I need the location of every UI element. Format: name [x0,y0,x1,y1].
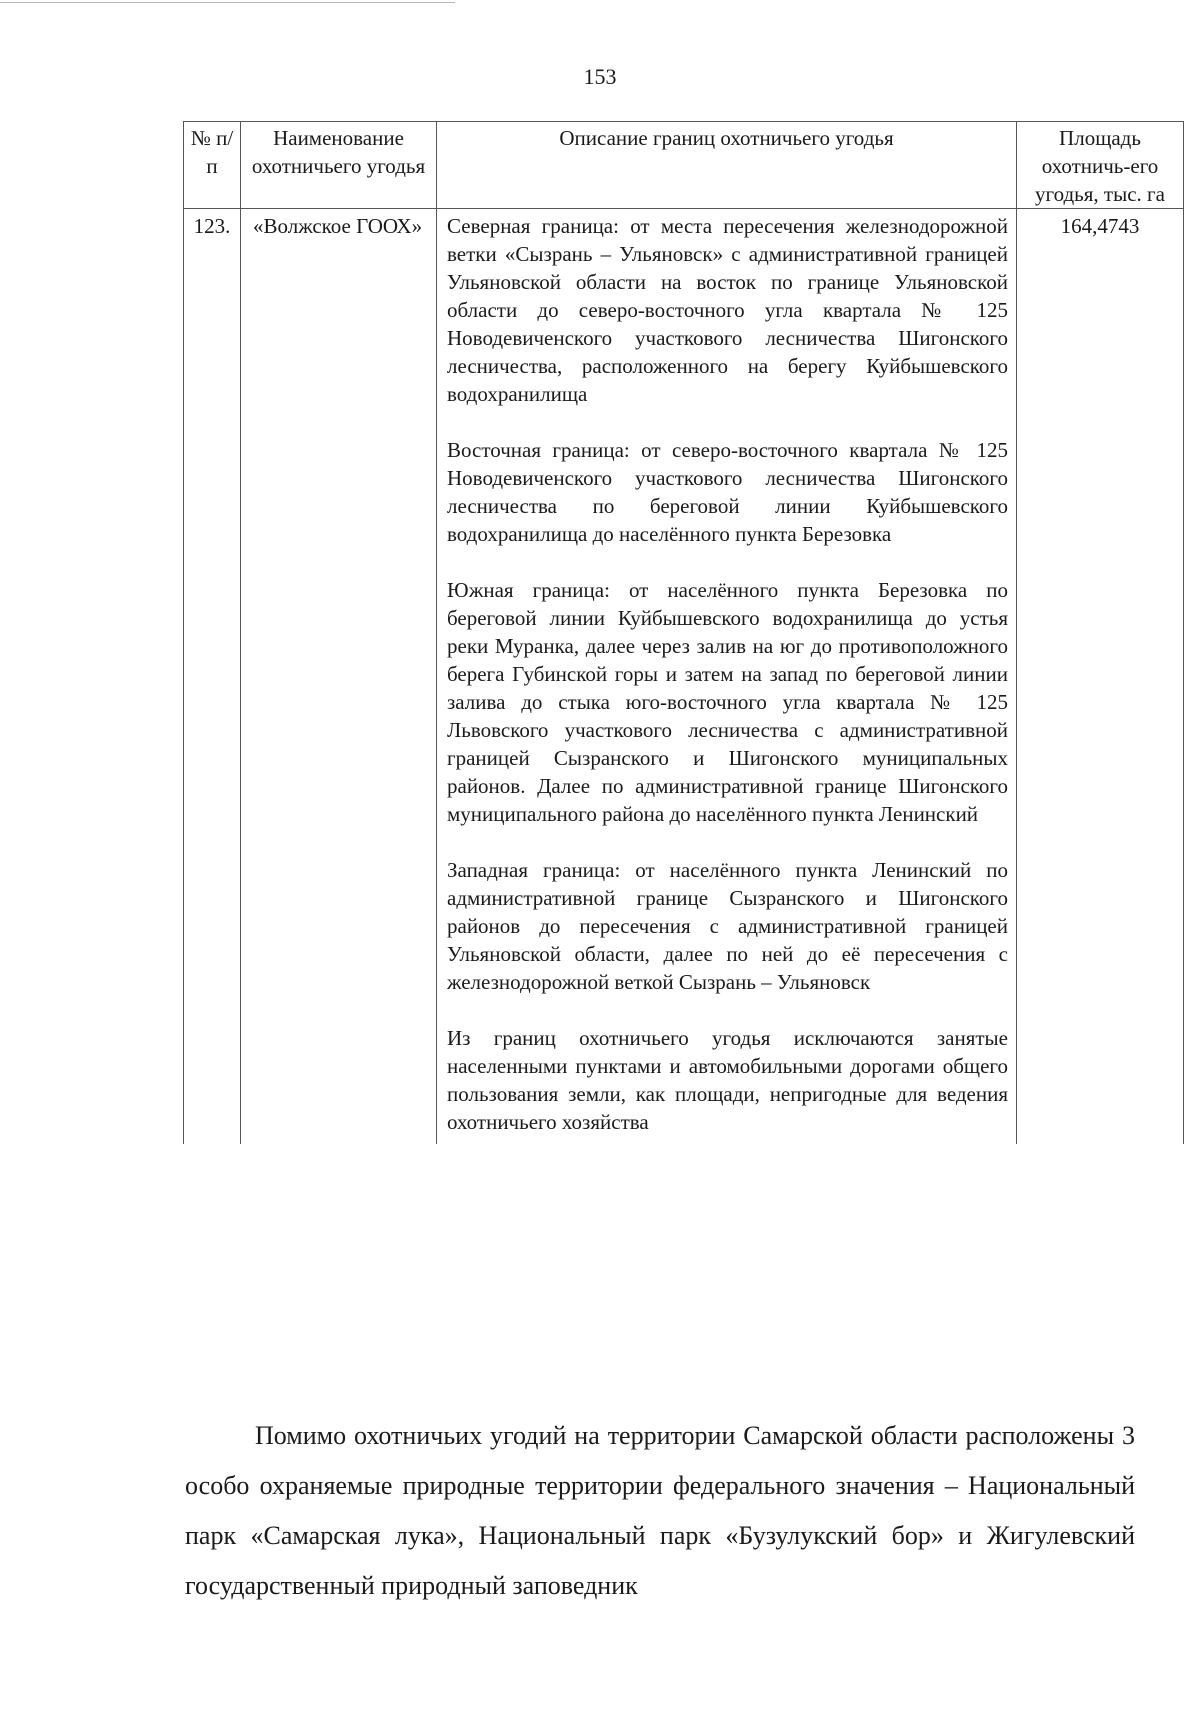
south-boundary: Южная граница: от населённого пункта Березовка по береговой линии Куйбышевского водохранилища до устья реки Муранка, далее через залив на юг до противоположного берега Губинской горы и затем на запад по береговой линии залива до стыка юго-восточного угла квартала № 125 Львовского участкового лесничества с административной границей Сызранского и Шигонского муниципальных районов. Далее по административной границе Шигонского муниципального района до населённого пункта Ленинский [447,578,1008,826]
row-name: «Волжское ГООХ» [241,209,437,1145]
east-boundary: Восточная граница: от северо-восточного квартала № 125 Новодевиченского участкового лесничества Шигонского лесничества по береговой линии Куйбышевского водохранилища до населённого пункта Березовка [447,438,1008,546]
north-boundary: Северная граница: от места пересечения железнодорожной ветки «Сызрань – Ульяновск» с административной границей Ульяновской области на восток по границе Ульяновской области до северо-восточного угла квартала № 125 Новодевиченского участкового лесничества Шигонского лесничества, расположенного на берегу Куйбышевского водохранилища [447,214,1008,406]
body-paragraph: Помимо охотничьих угодий на территории Самарской области расположены 3 особо охраняемые природные территории федерального значения – Национальный парк «Самарская лука», Национальный парк «Бузулукский бор» и Жигулевский государственный природный заповедник [185,1421,1135,1600]
hunting-grounds-table [183,121,1184,1144]
header-area: Площадь охотничь-его угодья, тыс. га [1017,122,1184,209]
row-description [437,209,1017,1145]
table-header-row [184,122,1184,209]
header-description: Описание границ охотничьего угодья [437,122,1017,209]
row-num: 123. [184,209,241,1145]
header-num: № п/п [184,122,241,209]
exclusions-note: Из границ охотничьего угодья исключаются занятые населенными пунктами и автомобильными дорогами общего пользования земли, как площади, непригодные для ведения охотничьего хозяйства [447,1026,1008,1134]
header-name: Наименование охотничьего угодья [241,122,437,209]
page-number: 153 [583,64,617,89]
table-row [184,209,1184,1145]
west-boundary: Западная граница: от населённого пункта Ленинский по административной границе Сызранского и Шигонского районов до пересечения с административной границей Ульяновской области, далее по ней до её пересечения с железнодорожной веткой Сызрань – Ульяновск [447,858,1008,994]
row-area: 164,4743 [1017,209,1184,1145]
scan-top-line [0,2,455,3]
